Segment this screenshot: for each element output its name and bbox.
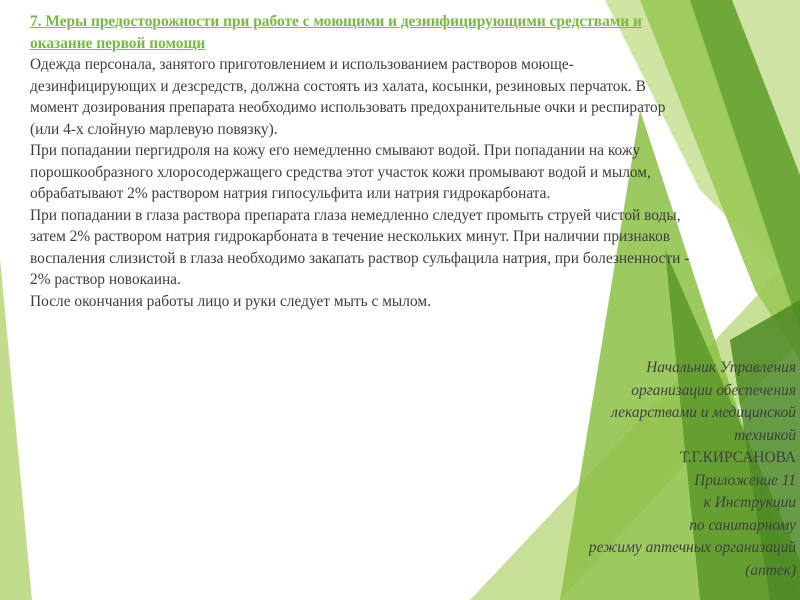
text-line: При попадании в глаза раствора препарата глаза немедленно следует промыть струей чистой воды, <box>30 206 681 224</box>
signature-block <box>496 357 796 582</box>
text-line: 2% раствор новокаина. <box>30 271 181 288</box>
signature-line: организации обеспечения <box>631 381 796 399</box>
text-line: обрабатывают 2% раствором натрия гипосульфита или натрия гидрокарбоната. <box>30 185 551 202</box>
signature-line: к Инструкции <box>703 494 796 511</box>
slide-heading <box>30 11 770 54</box>
signature-line: по санитарному <box>689 516 796 534</box>
signature-line: техникой <box>734 426 796 444</box>
paragraph-protective-clothing <box>30 54 770 140</box>
text-line: (или 4-х слойную марлевую повязку). <box>30 120 278 138</box>
slide-body-text <box>30 11 770 312</box>
text-line: воспаления слизистой в глаза необходимо закапать раствор сульфацила натрия, при болезненности - <box>30 249 690 267</box>
signatory-name: Т.Г.КИРСАНОВА <box>679 449 796 466</box>
paragraph-eye-contact <box>30 205 770 291</box>
paragraph-skin-contact <box>30 140 770 205</box>
signature-line: режиму аптечных организаций <box>588 539 796 556</box>
text-line: порошкообразного хлоросодержащего средства этот участок кожи промывают водой и мылом, <box>30 163 651 181</box>
signature-line: Начальник Управления <box>646 359 796 376</box>
text-line: Одежда персонала, занятого приготовлением и использованием растворов моюще- <box>30 56 574 73</box>
heading-line: 7. Меры предосторожности при работе с моющими и дезинфицирующими средствами и <box>30 13 642 30</box>
text-line: При попадании пергидроля на кожу его немедленно смывают водой. При попадании на кожу <box>30 142 641 159</box>
paragraph-after-work <box>30 291 770 313</box>
text-line: После окончания работы лицо и руки следует мыть с мылом. <box>30 292 431 310</box>
text-line: затем 2% раствором натрия гидрокарбоната в течение нескольких минут. При наличии признаков <box>30 228 671 245</box>
signature-line: Приложение 11 <box>694 471 796 489</box>
light-green-left-shape <box>0 258 32 600</box>
text-line: дезинфицирующих и дезсредств, должна состоять из халата, косынки, резиновых перчаток. В <box>30 77 646 95</box>
text-line: момент дозирования препарата необходимо использовать предохранительные очки и респиратор <box>30 99 666 116</box>
signature-line: лекарствами и медицинской <box>611 404 796 421</box>
heading-line: оказание первой помощи <box>30 34 206 52</box>
signature-line: (аптек) <box>745 561 796 579</box>
